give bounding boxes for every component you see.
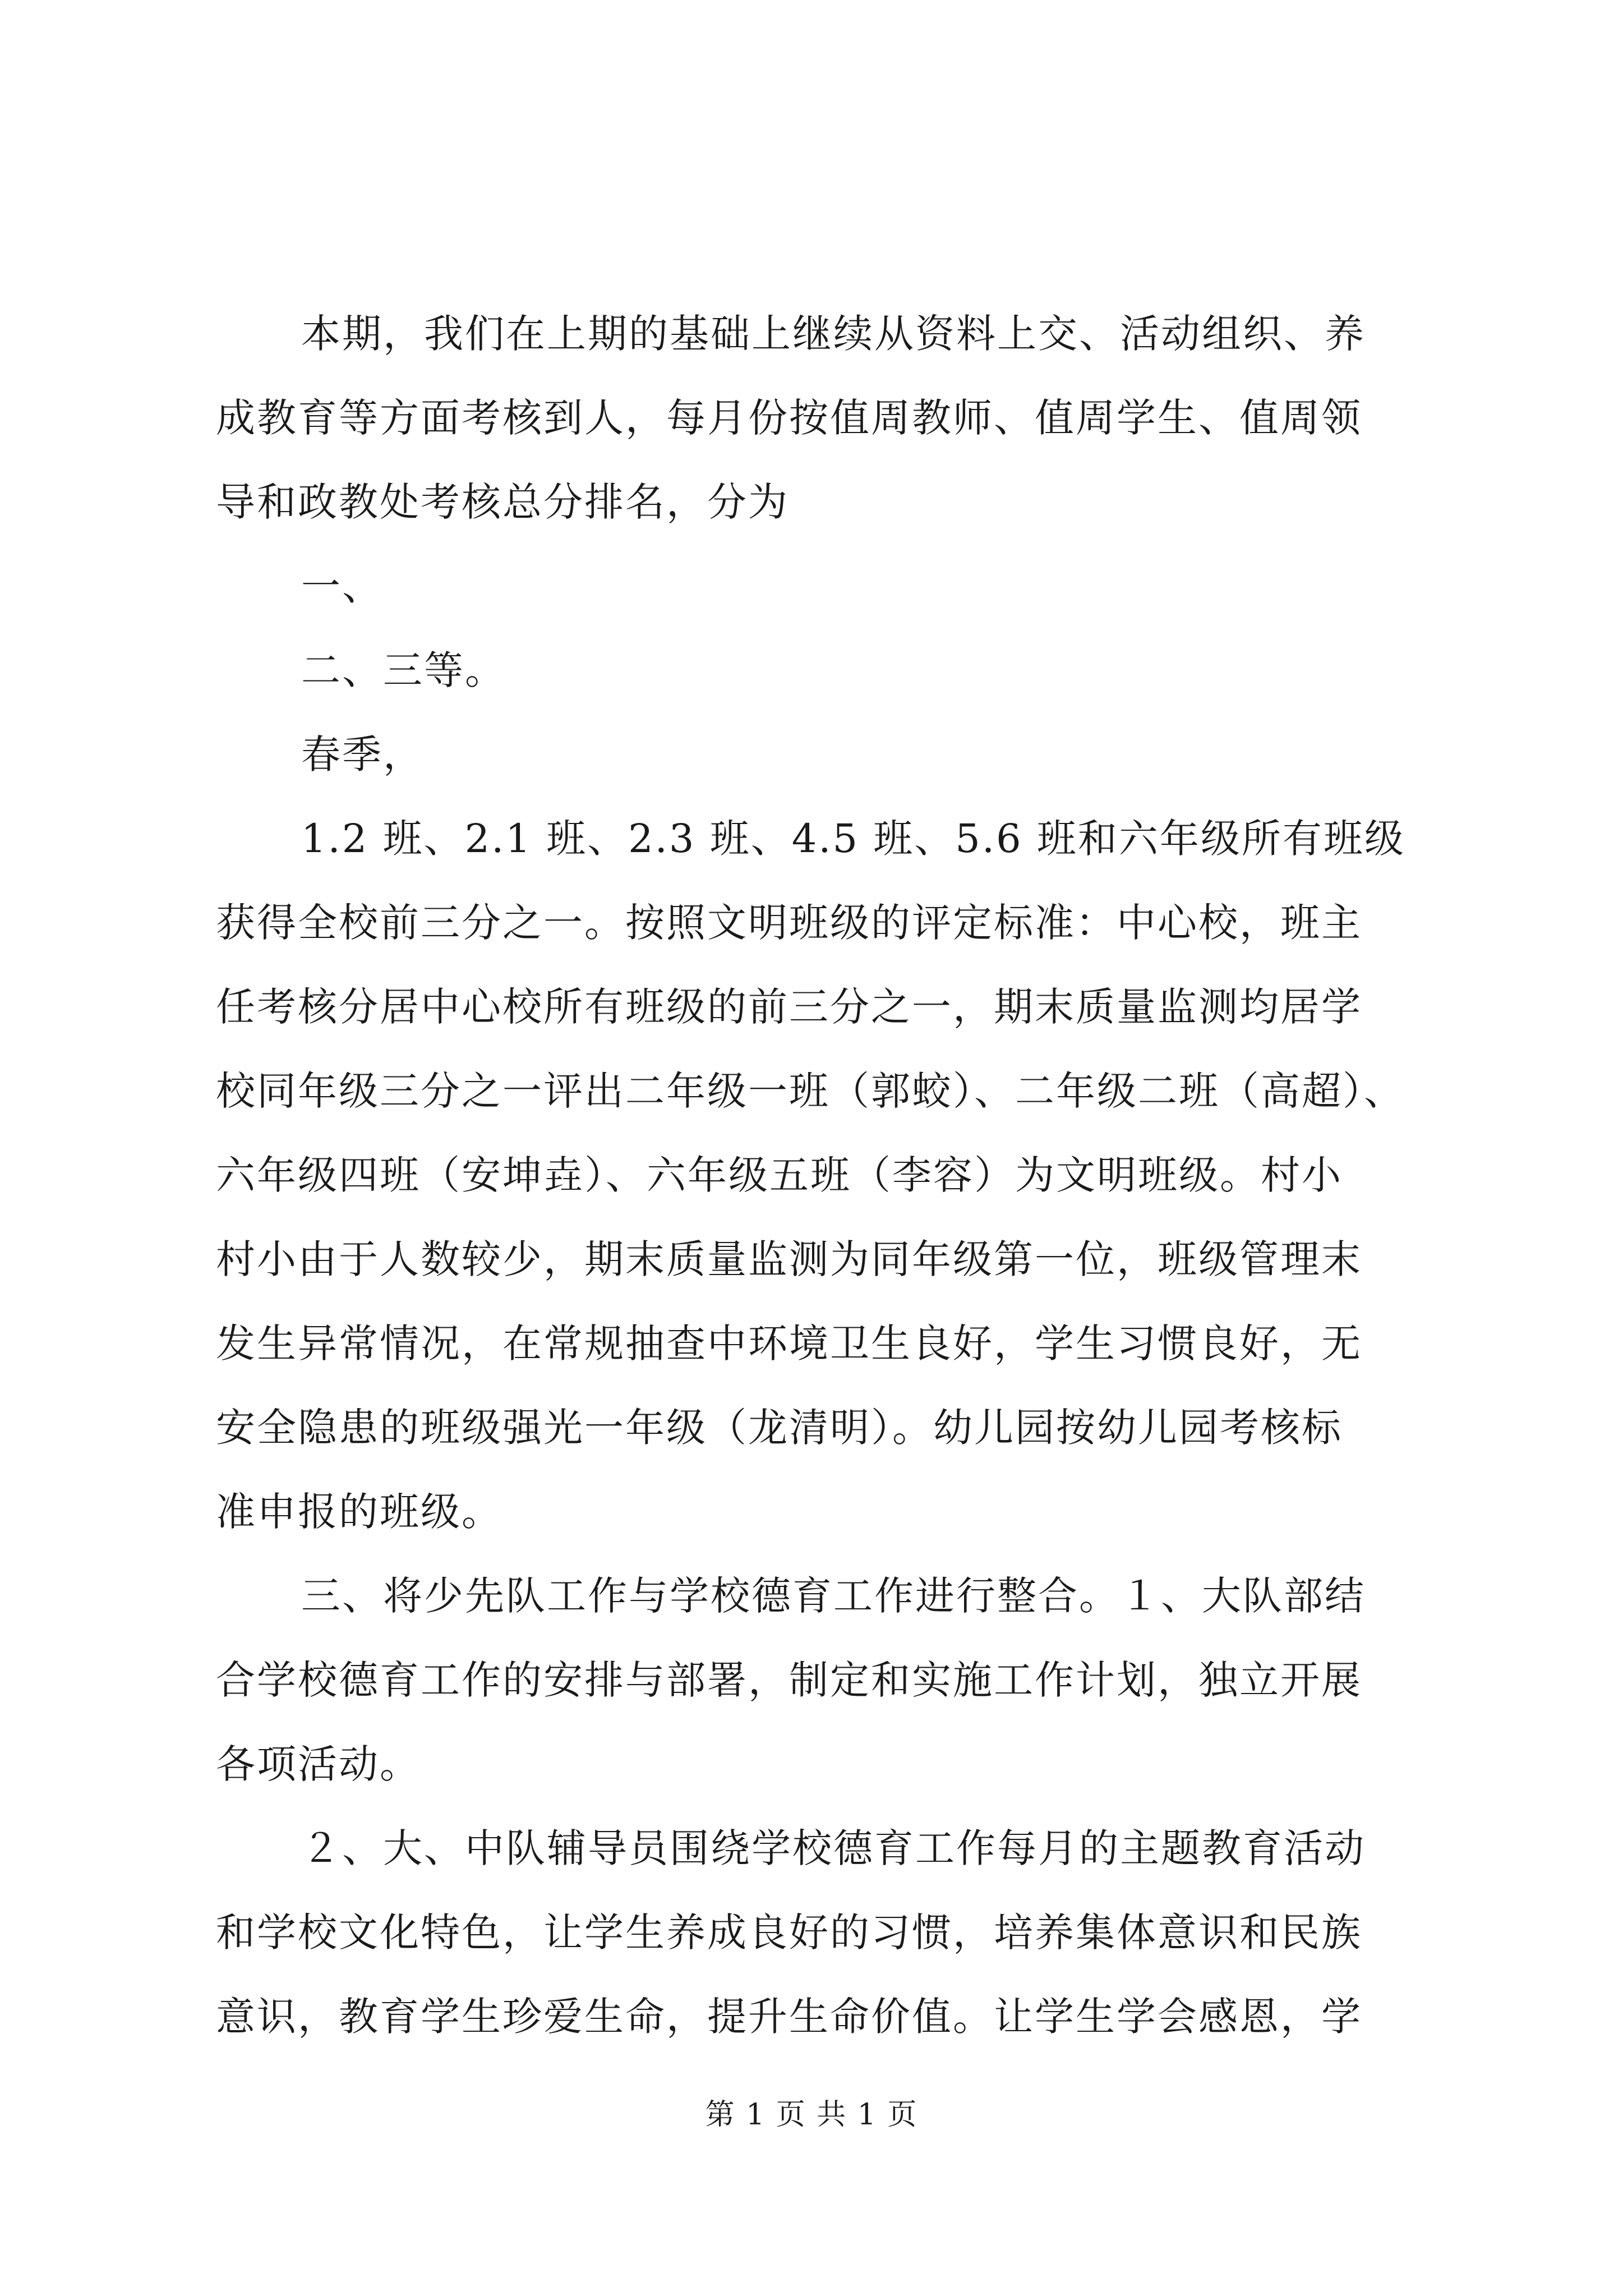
paragraph-line: 校同年级三分之一评出二年级一班（郭蛟）、二年级二班（高超）、 <box>216 1068 1405 1114</box>
page-number-footer: 第 1 页 共 1 页 <box>705 2098 918 2132</box>
paragraph-line: 准申报的班级。 <box>216 1489 502 1535</box>
paragraph-line: 三、将少先队工作与学校德育工作进行整合。１、大队部结 <box>301 1573 1366 1619</box>
paragraph-line: 二、三等。 <box>301 647 506 693</box>
paragraph-line: 获得全校前三分之一。按照文明班级的评定标准：中心校，班主 <box>216 900 1362 946</box>
paragraph-line: 春季， <box>301 731 424 777</box>
paragraph-line: 1.2 班、2.1 班、2.3 班、4.5 班、5.6 班和六年级所有班级 <box>301 816 1405 862</box>
paragraph-line: 各项活动。 <box>216 1741 421 1787</box>
paragraph-line: 成教育等方面考核到人，每月份按值周教师、值周学生、值周领 <box>216 395 1362 441</box>
paragraph-line: 合学校德育工作的安排与部署，制定和实施工作计划，独立开展 <box>216 1657 1362 1703</box>
paragraph-line: 安全隐患的班级强光一年级（龙清明）。幼儿园按幼儿园考核标 <box>216 1405 1343 1451</box>
paragraph-line: 导和政教处考核总分排名，分为 <box>216 479 789 525</box>
paragraph-line: 意识，教育学生珍爱生命，提升生命价值。让学生学会感恩，学 <box>216 1994 1362 2040</box>
paragraph-line: 本期，我们在上期的基础上继续从资料上交、活动组织、养 <box>301 311 1366 357</box>
paragraph-line: 发生异常情况，在常规抽查中环境卫生良好，学生习惯良好，无 <box>216 1320 1362 1366</box>
paragraph-line: 六年级四班（安坤垚）、六年级五班（李容）为文明班级。村小 <box>216 1152 1343 1198</box>
paragraph-line: 一、 <box>301 563 383 609</box>
paragraph-line: 任考核分居中心校所有班级的前三分之一，期末质量监测均居学 <box>216 984 1362 1030</box>
paragraph-line: 和学校文化特色，让学生养成良好的习惯，培养集体意识和民族 <box>216 1910 1362 1955</box>
paragraph-line: 村小由于人数较少，期末质量监测为同年级第一位，班级管理末 <box>216 1236 1362 1282</box>
paragraph-line: ２、大、中队辅导员围绕学校德育工作每月的主题教育活动 <box>301 1825 1366 1871</box>
